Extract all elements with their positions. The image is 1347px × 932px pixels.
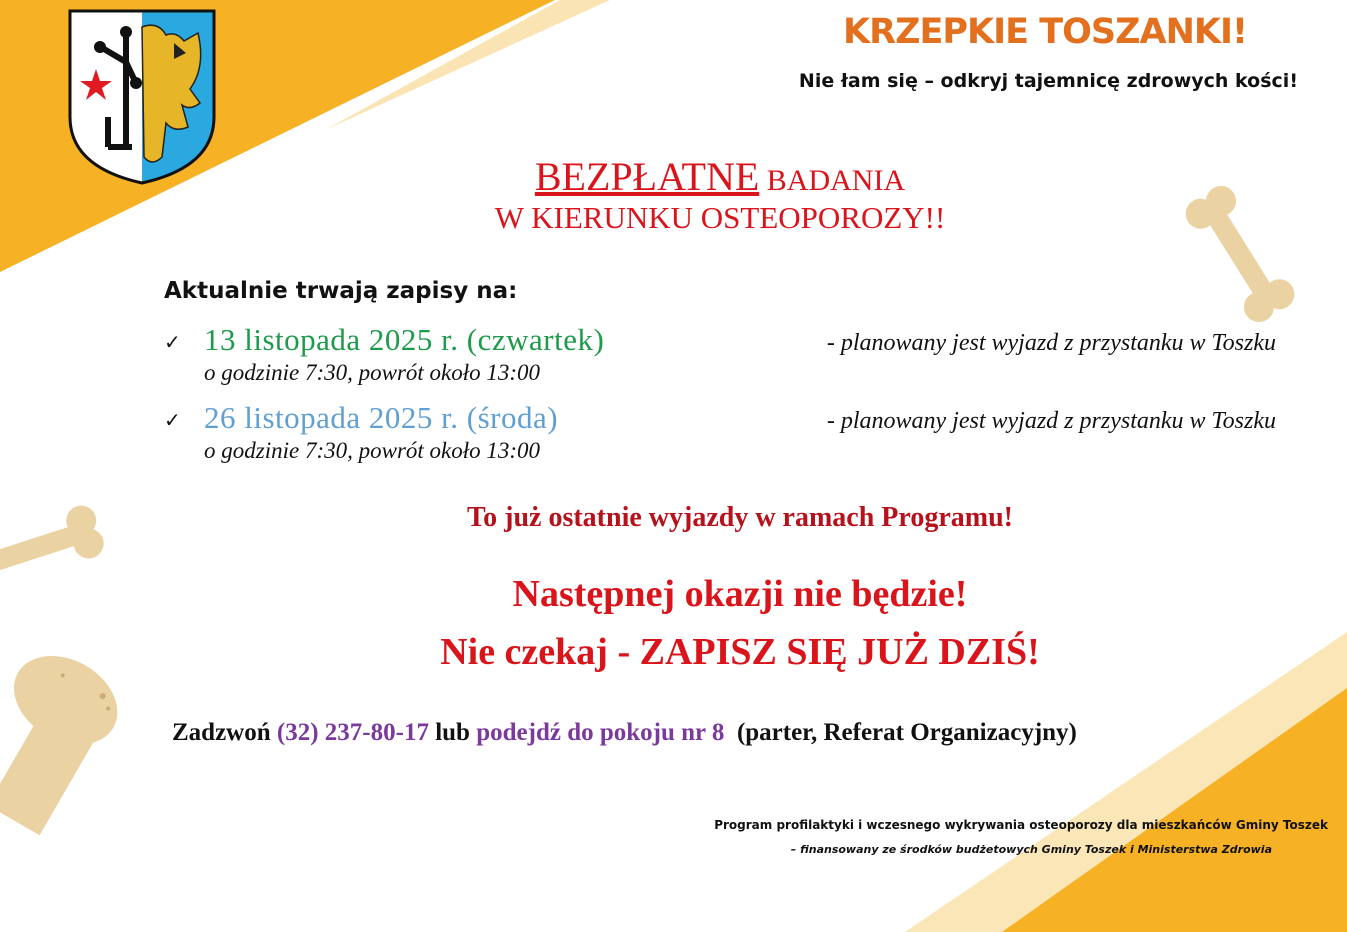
no-chance-text: Następnej okazji nie będzie!	[512, 573, 968, 615]
date-label: 13 listopada 2025 r. (czwartek)	[204, 322, 605, 357]
headline-badania: BADANIA	[759, 164, 906, 197]
headline-free: BEZPŁATNE	[534, 154, 760, 199]
contact-line	[172, 719, 1077, 747]
bone-icon	[0, 638, 133, 840]
headline-line-1	[400, 153, 1040, 200]
check-icon: ✓	[164, 332, 181, 354]
date-detail: - planowany jest wyjazd z przystanku w Toszku	[826, 330, 1276, 356]
contact-call-label: Zadzwoń	[172, 719, 277, 746]
coat-of-arms	[66, 7, 218, 187]
last-trips-text: To już ostatnie wyjazdy w ramach Programu!	[467, 502, 1013, 533]
phone-number: (32) 237-80-17	[276, 719, 429, 746]
location-info: (parter, Referat Organizacyjny)	[724, 719, 1077, 746]
date-time: o godzinie 7:30, powrót około 13:00	[204, 438, 541, 463]
call-to-action-text: Nie czekaj - ZAPISZ SIĘ JUŻ DZIŚ!	[440, 631, 1040, 673]
date-time: o godzinie 7:30, powrót około 13:00	[204, 360, 541, 385]
date-line	[204, 400, 1276, 436]
bone-icon	[0, 502, 108, 588]
footer-funding-line: – finansowany ze środków budżetowych Gminy Toszek i Ministerstwa Zdrowia	[790, 843, 1272, 856]
date-label: 26 listopada 2025 r. (środa)	[204, 400, 559, 435]
footer-program-line: Program profilaktyki i wczesnego wykrywania osteoporozy dla mieszkańców Gminy Toszek	[714, 818, 1328, 832]
check-icon: ✓	[164, 410, 181, 432]
headline-line-2: W KIERUNKU OSTEOPOROZY!!	[494, 200, 946, 235]
date-line	[204, 322, 1276, 358]
contact-or: lub	[428, 719, 477, 746]
brand-title: KRZEPKIE TOSZANKI!	[843, 12, 1247, 52]
bone-icon	[1180, 180, 1300, 327]
date-detail: - planowany jest wyjazd z przystanku w Toszku	[826, 408, 1276, 434]
room-info: podejdź do pokoju nr 8	[476, 719, 725, 746]
intro-text: Aktualnie trwają zapisy na:	[164, 278, 518, 304]
brand-subtitle: Nie łam się – odkryj tajemnicę zdrowych kości!	[798, 70, 1298, 92]
